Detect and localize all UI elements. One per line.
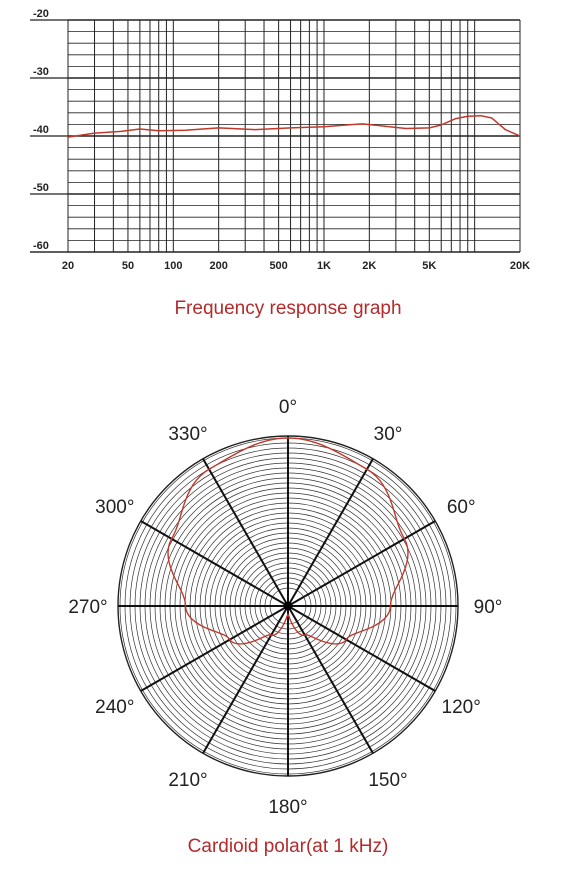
angle-label: 330° — [168, 423, 208, 445]
x-tick-label: 500 — [269, 260, 288, 272]
y-tick-label: -20 — [33, 8, 49, 20]
frequency-grid — [68, 20, 520, 252]
y-tick-label: -40 — [33, 124, 49, 136]
y-tick-label: -50 — [33, 182, 49, 194]
y-tick-label: -30 — [33, 66, 49, 78]
angle-label: 120° — [441, 697, 481, 718]
x-tick-label: 20 — [61, 260, 75, 272]
x-tick-label: 2K — [362, 260, 377, 272]
x-tick-label: 50 — [121, 260, 135, 272]
angle-label: 150° — [368, 770, 408, 792]
x-tick-label: 20K — [509, 260, 531, 272]
angle-label: 30° — [373, 423, 403, 445]
y-tick-label: -60 — [33, 240, 49, 252]
polar-pattern-title: Cardioid polar(at 1 kHz) — [187, 836, 389, 857]
frequency-response-title: Frequency response graph — [174, 298, 402, 319]
angle-label: 90° — [473, 597, 503, 618]
polar-center-dot — [284, 602, 293, 611]
angle-label: 240° — [95, 697, 135, 718]
x-tick-label: 200 — [209, 260, 228, 272]
angle-label: 270° — [68, 597, 108, 618]
angle-label: 60° — [446, 497, 476, 518]
x-tick-label: 100 — [164, 260, 183, 272]
x-tick-label: 1K — [316, 260, 332, 272]
frequency-response-line — [68, 116, 520, 137]
cardioid-polar-chart — [0, 380, 576, 830]
angle-label: 180° — [268, 797, 308, 818]
angle-label: 300° — [95, 497, 135, 518]
angle-label: 210° — [168, 770, 208, 792]
x-tick-label: 5K — [422, 260, 437, 272]
angle-label: 0° — [278, 397, 298, 418]
frequency-response-chart — [0, 0, 576, 290]
